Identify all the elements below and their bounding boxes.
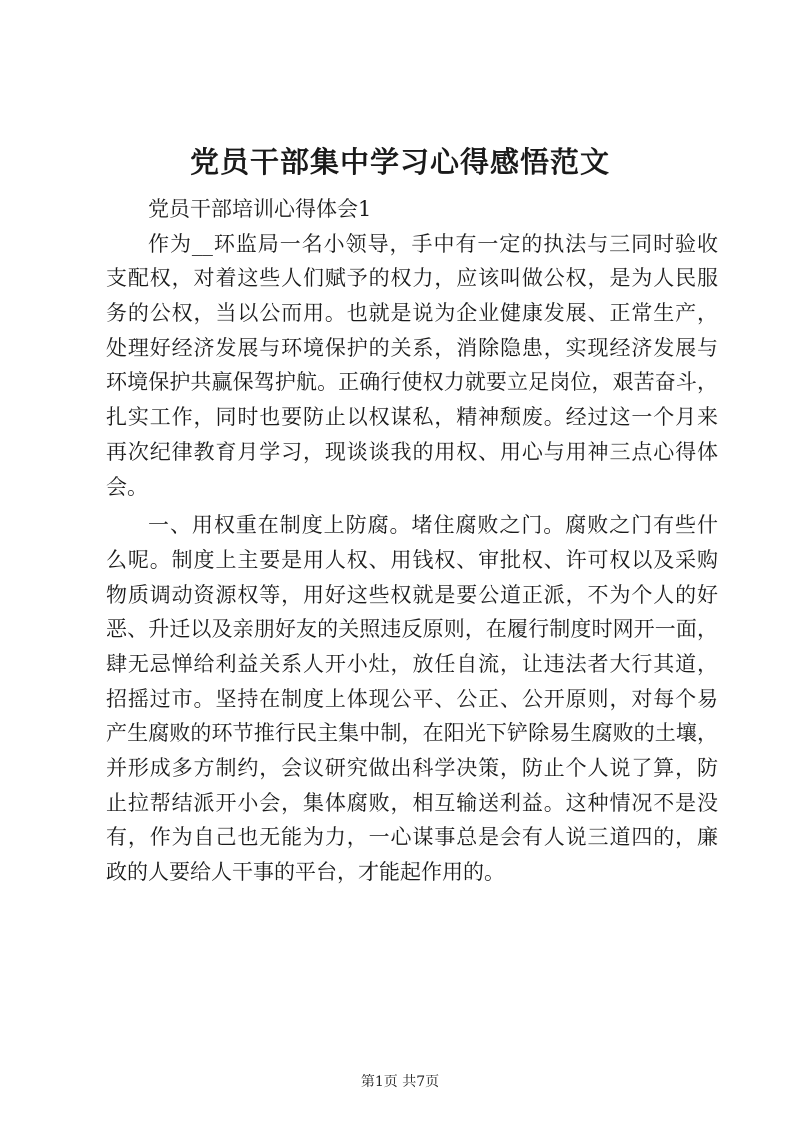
paragraph-line: 扎实工作，同时也要防止以权谋私，精神颓废。经过这一个月来 <box>106 405 718 430</box>
paragraph-line: 止拉帮结派开小会，集体腐败，相互输送利益。这种情况不是没 <box>106 790 718 815</box>
paragraph-line: 并形成多方制约，会议研究做出科学决策，防止个人说了算，防 <box>106 756 718 780</box>
paragraph-line: 作为__环监局一名小领导，手中有一定的执法与三同时验收 <box>148 231 718 256</box>
paragraph-line: 肆无忌惮给利益关系人开小灶，放任自流，让违法者大行其道， <box>106 651 718 676</box>
paragraph-line: 处理好经济发展与环境保护的关系，消除隐患，实现经济发展与 <box>106 335 718 360</box>
paragraph-line: 产生腐败的环节推行民主集中制，在阳光下铲除易生腐败的土壤， <box>106 721 718 746</box>
document-subtitle: 党员干部培训心得体会1 <box>148 197 372 221</box>
paragraph-line: 物质调动资源权等，用好这些权就是要公道正派，不为个人的好 <box>106 582 718 607</box>
paragraph-line: 招摇过市。坚持在制度上体现公平、公正、公开原则，对每个易 <box>106 686 718 711</box>
document-body <box>106 192 718 890</box>
paragraph-line: 支配权，对着这些人们赋予的权力，应该叫做公权，是为人民服 <box>106 266 718 291</box>
document-title: 党员干部集中学习心得感悟范文 <box>189 145 610 179</box>
paragraph-line: 有，作为自己也无能为力，一心谋事总是会有人说三道四的，廉 <box>106 825 718 850</box>
paragraph-line: 恶、升迁以及亲朋好友的关照违反原则，在履行制度时网开一面， <box>106 617 718 642</box>
paragraph-line: 会。 <box>106 474 148 499</box>
paragraph-line: 环境保护共赢保驾护航。正确行使权力就要立足岗位，艰苦奋斗， <box>106 370 718 395</box>
paragraph-line: 务的公权，当以公而用。也就是说为企业健康发展、正常生产， <box>106 301 718 326</box>
page-number-footer: 第1页 共7页 <box>360 1074 440 1090</box>
paragraph-line: 一、用权重在制度上防腐。堵住腐败之门。腐败之门有些什 <box>148 513 718 538</box>
paragraph-2 <box>106 508 718 890</box>
paragraph-line: 再次纪律教育月学习，现谈谈我的用权、用心与用神三点心得体 <box>106 439 718 464</box>
paragraph-line: 政的人要给人干事的平台，才能起作用的。 <box>106 860 505 885</box>
paragraph-1 <box>106 227 718 505</box>
paragraph-line: 么呢。制度上主要是用人权、用钱权、审批权、许可权以及采购 <box>106 547 718 572</box>
